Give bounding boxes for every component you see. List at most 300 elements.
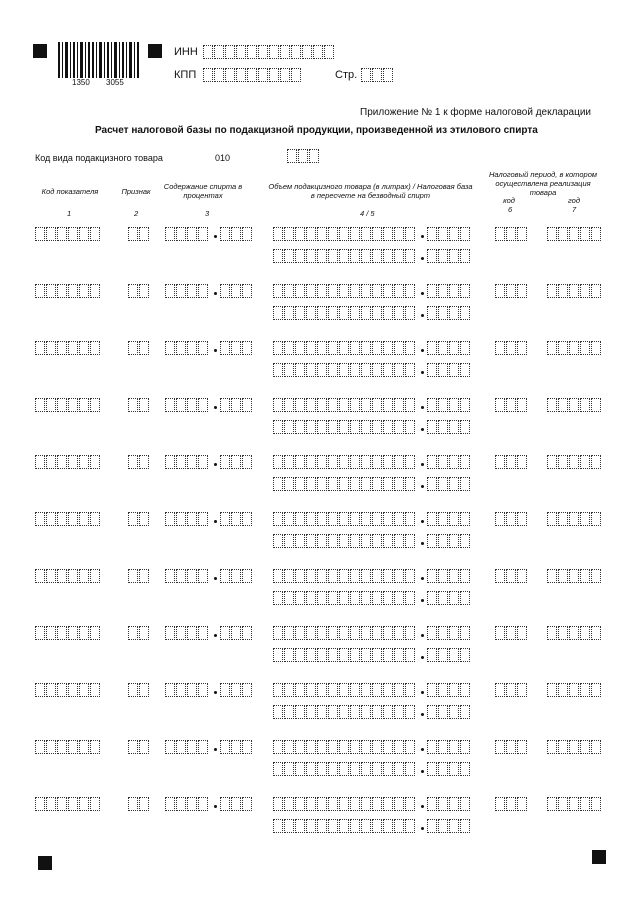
char-cell[interactable]: [328, 819, 338, 833]
char-cell[interactable]: [569, 740, 579, 754]
char-cell[interactable]: [46, 227, 56, 241]
char-cell[interactable]: [580, 341, 590, 355]
period-code-field[interactable]: [495, 398, 528, 412]
char-cell[interactable]: [383, 569, 393, 583]
char-cell[interactable]: [569, 797, 579, 811]
char-cell[interactable]: [284, 284, 294, 298]
char-cell[interactable]: [79, 398, 89, 412]
tax-base-integer-field[interactable]: [273, 306, 416, 320]
char-cell[interactable]: [295, 341, 305, 355]
char-cell[interactable]: [547, 512, 557, 526]
char-cell[interactable]: [287, 149, 297, 163]
char-cell[interactable]: [506, 740, 516, 754]
char-cell[interactable]: [394, 569, 404, 583]
char-cell[interactable]: [306, 284, 316, 298]
char-cell[interactable]: [506, 626, 516, 640]
char-cell[interactable]: [405, 534, 415, 548]
char-cell[interactable]: [394, 227, 404, 241]
char-cell[interactable]: [220, 455, 230, 469]
char-cell[interactable]: [79, 227, 89, 241]
char-cell[interactable]: [317, 591, 327, 605]
char-cell[interactable]: [220, 740, 230, 754]
char-cell[interactable]: [295, 306, 305, 320]
char-cell[interactable]: [350, 420, 360, 434]
char-cell[interactable]: [339, 477, 349, 491]
period-code-field[interactable]: [495, 341, 528, 355]
char-cell[interactable]: [273, 477, 283, 491]
sign-field[interactable]: [128, 797, 150, 811]
char-cell[interactable]: [176, 455, 186, 469]
char-cell[interactable]: [460, 648, 470, 662]
char-cell[interactable]: [309, 149, 319, 163]
char-cell[interactable]: [203, 45, 213, 59]
char-cell[interactable]: [79, 455, 89, 469]
alcohol-content-fraction-field[interactable]: [220, 227, 253, 241]
char-cell[interactable]: [547, 740, 557, 754]
char-cell[interactable]: [339, 591, 349, 605]
char-cell[interactable]: [231, 512, 241, 526]
char-cell[interactable]: [242, 569, 252, 583]
char-cell[interactable]: [383, 227, 393, 241]
period-year-field[interactable]: [547, 569, 602, 583]
char-cell[interactable]: [306, 569, 316, 583]
page-field[interactable]: [361, 68, 394, 82]
char-cell[interactable]: [350, 306, 360, 320]
char-cell[interactable]: [383, 341, 393, 355]
char-cell[interactable]: [284, 341, 294, 355]
tax-base-fraction-field[interactable]: [427, 762, 471, 776]
char-cell[interactable]: [495, 569, 505, 583]
char-cell[interactable]: [372, 420, 382, 434]
tax-base-integer-field[interactable]: [273, 477, 416, 491]
char-cell[interactable]: [495, 512, 505, 526]
char-cell[interactable]: [460, 284, 470, 298]
char-cell[interactable]: [361, 648, 371, 662]
char-cell[interactable]: [328, 363, 338, 377]
char-cell[interactable]: [517, 227, 527, 241]
volume-fraction-field[interactable]: [427, 740, 471, 754]
char-cell[interactable]: [176, 512, 186, 526]
tax-base-integer-field[interactable]: [273, 363, 416, 377]
char-cell[interactable]: [460, 762, 470, 776]
char-cell[interactable]: [580, 740, 590, 754]
char-cell[interactable]: [449, 227, 459, 241]
char-cell[interactable]: [394, 534, 404, 548]
alcohol-content-fraction-field[interactable]: [220, 284, 253, 298]
tax-base-fraction-field[interactable]: [427, 819, 471, 833]
char-cell[interactable]: [427, 740, 437, 754]
char-cell[interactable]: [495, 797, 505, 811]
char-cell[interactable]: [339, 341, 349, 355]
char-cell[interactable]: [449, 341, 459, 355]
char-cell[interactable]: [569, 284, 579, 298]
char-cell[interactable]: [139, 284, 149, 298]
tax-base-fraction-field[interactable]: [427, 306, 471, 320]
char-cell[interactable]: [372, 398, 382, 412]
char-cell[interactable]: [372, 569, 382, 583]
char-cell[interactable]: [460, 455, 470, 469]
char-cell[interactable]: [79, 797, 89, 811]
sign-field[interactable]: [128, 740, 150, 754]
char-cell[interactable]: [438, 797, 448, 811]
char-cell[interactable]: [203, 68, 213, 82]
char-cell[interactable]: [372, 626, 382, 640]
char-cell[interactable]: [284, 683, 294, 697]
char-cell[interactable]: [35, 227, 45, 241]
volume-integer-field[interactable]: [273, 341, 416, 355]
char-cell[interactable]: [427, 569, 437, 583]
char-cell[interactable]: [506, 569, 516, 583]
alcohol-content-integer-field[interactable]: [165, 455, 209, 469]
char-cell[interactable]: [460, 740, 470, 754]
char-cell[interactable]: [427, 363, 437, 377]
char-cell[interactable]: [460, 626, 470, 640]
char-cell[interactable]: [427, 762, 437, 776]
char-cell[interactable]: [57, 284, 67, 298]
char-cell[interactable]: [328, 648, 338, 662]
char-cell[interactable]: [306, 512, 316, 526]
char-cell[interactable]: [57, 569, 67, 583]
char-cell[interactable]: [295, 705, 305, 719]
char-cell[interactable]: [361, 512, 371, 526]
char-cell[interactable]: [187, 512, 197, 526]
char-cell[interactable]: [427, 626, 437, 640]
char-cell[interactable]: [394, 797, 404, 811]
indicator-code-field[interactable]: [35, 512, 101, 526]
char-cell[interactable]: [273, 249, 283, 263]
alcohol-content-fraction-field[interactable]: [220, 455, 253, 469]
char-cell[interactable]: [405, 626, 415, 640]
alcohol-content-integer-field[interactable]: [165, 569, 209, 583]
char-cell[interactable]: [350, 740, 360, 754]
char-cell[interactable]: [591, 626, 601, 640]
char-cell[interactable]: [427, 249, 437, 263]
char-cell[interactable]: [295, 455, 305, 469]
char-cell[interactable]: [547, 797, 557, 811]
char-cell[interactable]: [394, 477, 404, 491]
char-cell[interactable]: [569, 227, 579, 241]
char-cell[interactable]: [394, 420, 404, 434]
char-cell[interactable]: [506, 227, 516, 241]
char-cell[interactable]: [361, 363, 371, 377]
char-cell[interactable]: [306, 398, 316, 412]
char-cell[interactable]: [220, 512, 230, 526]
char-cell[interactable]: [128, 512, 138, 526]
char-cell[interactable]: [242, 740, 252, 754]
char-cell[interactable]: [306, 306, 316, 320]
char-cell[interactable]: [328, 797, 338, 811]
char-cell[interactable]: [339, 648, 349, 662]
char-cell[interactable]: [558, 797, 568, 811]
char-cell[interactable]: [187, 683, 197, 697]
char-cell[interactable]: [449, 683, 459, 697]
char-cell[interactable]: [460, 797, 470, 811]
alcohol-content-integer-field[interactable]: [165, 626, 209, 640]
char-cell[interactable]: [383, 797, 393, 811]
char-cell[interactable]: [128, 398, 138, 412]
char-cell[interactable]: [517, 512, 527, 526]
char-cell[interactable]: [438, 648, 448, 662]
volume-fraction-field[interactable]: [427, 626, 471, 640]
char-cell[interactable]: [372, 740, 382, 754]
char-cell[interactable]: [328, 284, 338, 298]
char-cell[interactable]: [394, 512, 404, 526]
volume-fraction-field[interactable]: [427, 284, 471, 298]
char-cell[interactable]: [383, 363, 393, 377]
char-cell[interactable]: [295, 591, 305, 605]
alcohol-content-integer-field[interactable]: [165, 797, 209, 811]
char-cell[interactable]: [383, 68, 393, 82]
char-cell[interactable]: [317, 512, 327, 526]
period-code-field[interactable]: [495, 626, 528, 640]
char-cell[interactable]: [361, 591, 371, 605]
char-cell[interactable]: [372, 477, 382, 491]
char-cell[interactable]: [405, 648, 415, 662]
char-cell[interactable]: [165, 740, 175, 754]
char-cell[interactable]: [517, 626, 527, 640]
char-cell[interactable]: [317, 762, 327, 776]
alcohol-content-fraction-field[interactable]: [220, 398, 253, 412]
char-cell[interactable]: [372, 705, 382, 719]
char-cell[interactable]: [139, 227, 149, 241]
char-cell[interactable]: [350, 705, 360, 719]
char-cell[interactable]: [438, 306, 448, 320]
char-cell[interactable]: [284, 363, 294, 377]
char-cell[interactable]: [198, 227, 208, 241]
char-cell[interactable]: [79, 284, 89, 298]
char-cell[interactable]: [361, 477, 371, 491]
char-cell[interactable]: [273, 626, 283, 640]
char-cell[interactable]: [361, 569, 371, 583]
tax-base-fraction-field[interactable]: [427, 477, 471, 491]
char-cell[interactable]: [361, 626, 371, 640]
char-cell[interactable]: [438, 420, 448, 434]
char-cell[interactable]: [495, 740, 505, 754]
char-cell[interactable]: [506, 284, 516, 298]
char-cell[interactable]: [57, 398, 67, 412]
char-cell[interactable]: [517, 398, 527, 412]
char-cell[interactable]: [449, 705, 459, 719]
char-cell[interactable]: [449, 534, 459, 548]
char-cell[interactable]: [284, 740, 294, 754]
char-cell[interactable]: [460, 591, 470, 605]
char-cell[interactable]: [372, 648, 382, 662]
char-cell[interactable]: [35, 797, 45, 811]
sign-field[interactable]: [128, 284, 150, 298]
char-cell[interactable]: [165, 512, 175, 526]
char-cell[interactable]: [394, 762, 404, 776]
char-cell[interactable]: [339, 227, 349, 241]
char-cell[interactable]: [328, 306, 338, 320]
char-cell[interactable]: [517, 797, 527, 811]
char-cell[interactable]: [68, 626, 78, 640]
period-code-field[interactable]: [495, 740, 528, 754]
char-cell[interactable]: [569, 683, 579, 697]
tax-base-integer-field[interactable]: [273, 534, 416, 548]
char-cell[interactable]: [547, 626, 557, 640]
period-year-field[interactable]: [547, 455, 602, 469]
volume-integer-field[interactable]: [273, 284, 416, 298]
char-cell[interactable]: [438, 683, 448, 697]
char-cell[interactable]: [35, 341, 45, 355]
char-cell[interactable]: [165, 341, 175, 355]
char-cell[interactable]: [383, 284, 393, 298]
char-cell[interactable]: [220, 569, 230, 583]
char-cell[interactable]: [317, 648, 327, 662]
char-cell[interactable]: [495, 683, 505, 697]
indicator-code-field[interactable]: [35, 284, 101, 298]
char-cell[interactable]: [350, 512, 360, 526]
tax-base-integer-field[interactable]: [273, 705, 416, 719]
char-cell[interactable]: [558, 284, 568, 298]
char-cell[interactable]: [495, 455, 505, 469]
char-cell[interactable]: [57, 512, 67, 526]
char-cell[interactable]: [176, 683, 186, 697]
char-cell[interactable]: [460, 227, 470, 241]
char-cell[interactable]: [128, 626, 138, 640]
char-cell[interactable]: [328, 249, 338, 263]
char-cell[interactable]: [350, 341, 360, 355]
char-cell[interactable]: [438, 819, 448, 833]
char-cell[interactable]: [372, 249, 382, 263]
alcohol-content-fraction-field[interactable]: [220, 512, 253, 526]
char-cell[interactable]: [284, 455, 294, 469]
char-cell[interactable]: [449, 626, 459, 640]
char-cell[interactable]: [383, 819, 393, 833]
char-cell[interactable]: [517, 683, 527, 697]
period-year-field[interactable]: [547, 797, 602, 811]
char-cell[interactable]: [339, 284, 349, 298]
indicator-code-field[interactable]: [35, 683, 101, 697]
char-cell[interactable]: [438, 227, 448, 241]
char-cell[interactable]: [198, 284, 208, 298]
char-cell[interactable]: [372, 363, 382, 377]
char-cell[interactable]: [317, 284, 327, 298]
char-cell[interactable]: [317, 363, 327, 377]
char-cell[interactable]: [79, 683, 89, 697]
char-cell[interactable]: [517, 455, 527, 469]
alcohol-content-fraction-field[interactable]: [220, 626, 253, 640]
char-cell[interactable]: [198, 797, 208, 811]
char-cell[interactable]: [284, 705, 294, 719]
tax-base-fraction-field[interactable]: [427, 249, 471, 263]
char-cell[interactable]: [269, 45, 279, 59]
char-cell[interactable]: [139, 341, 149, 355]
char-cell[interactable]: [128, 740, 138, 754]
char-cell[interactable]: [460, 420, 470, 434]
char-cell[interactable]: [214, 45, 224, 59]
char-cell[interactable]: [427, 420, 437, 434]
char-cell[interactable]: [350, 398, 360, 412]
char-cell[interactable]: [242, 341, 252, 355]
char-cell[interactable]: [298, 149, 308, 163]
char-cell[interactable]: [79, 626, 89, 640]
char-cell[interactable]: [350, 591, 360, 605]
char-cell[interactable]: [225, 45, 235, 59]
char-cell[interactable]: [306, 762, 316, 776]
char-cell[interactable]: [383, 626, 393, 640]
char-cell[interactable]: [383, 477, 393, 491]
char-cell[interactable]: [128, 227, 138, 241]
char-cell[interactable]: [317, 341, 327, 355]
alcohol-content-fraction-field[interactable]: [220, 341, 253, 355]
char-cell[interactable]: [372, 534, 382, 548]
char-cell[interactable]: [176, 227, 186, 241]
tax-base-integer-field[interactable]: [273, 591, 416, 605]
char-cell[interactable]: [372, 512, 382, 526]
char-cell[interactable]: [372, 341, 382, 355]
period-year-field[interactable]: [547, 284, 602, 298]
char-cell[interactable]: [405, 705, 415, 719]
char-cell[interactable]: [495, 284, 505, 298]
char-cell[interactable]: [350, 284, 360, 298]
char-cell[interactable]: [394, 740, 404, 754]
char-cell[interactable]: [139, 569, 149, 583]
char-cell[interactable]: [449, 477, 459, 491]
period-year-field[interactable]: [547, 740, 602, 754]
char-cell[interactable]: [284, 797, 294, 811]
char-cell[interactable]: [580, 284, 590, 298]
char-cell[interactable]: [302, 45, 312, 59]
char-cell[interactable]: [405, 398, 415, 412]
char-cell[interactable]: [449, 455, 459, 469]
char-cell[interactable]: [405, 455, 415, 469]
char-cell[interactable]: [591, 227, 601, 241]
char-cell[interactable]: [306, 363, 316, 377]
char-cell[interactable]: [449, 648, 459, 662]
char-cell[interactable]: [313, 45, 323, 59]
char-cell[interactable]: [273, 740, 283, 754]
char-cell[interactable]: [295, 819, 305, 833]
char-cell[interactable]: [295, 398, 305, 412]
char-cell[interactable]: [591, 341, 601, 355]
tax-base-integer-field[interactable]: [273, 249, 416, 263]
char-cell[interactable]: [236, 45, 246, 59]
char-cell[interactable]: [372, 306, 382, 320]
volume-fraction-field[interactable]: [427, 455, 471, 469]
char-cell[interactable]: [427, 819, 437, 833]
char-cell[interactable]: [383, 648, 393, 662]
char-cell[interactable]: [372, 762, 382, 776]
char-cell[interactable]: [405, 683, 415, 697]
char-cell[interactable]: [361, 341, 371, 355]
char-cell[interactable]: [383, 683, 393, 697]
char-cell[interactable]: [558, 227, 568, 241]
char-cell[interactable]: [405, 420, 415, 434]
char-cell[interactable]: [350, 762, 360, 776]
char-cell[interactable]: [79, 569, 89, 583]
alcohol-content-integer-field[interactable]: [165, 341, 209, 355]
char-cell[interactable]: [57, 455, 67, 469]
tax-base-fraction-field[interactable]: [427, 705, 471, 719]
char-cell[interactable]: [68, 569, 78, 583]
char-cell[interactable]: [273, 591, 283, 605]
char-cell[interactable]: [46, 284, 56, 298]
char-cell[interactable]: [591, 569, 601, 583]
char-cell[interactable]: [361, 762, 371, 776]
char-cell[interactable]: [284, 762, 294, 776]
char-cell[interactable]: [460, 569, 470, 583]
char-cell[interactable]: [361, 284, 371, 298]
char-cell[interactable]: [427, 683, 437, 697]
char-cell[interactable]: [328, 705, 338, 719]
char-cell[interactable]: [273, 398, 283, 412]
char-cell[interactable]: [187, 455, 197, 469]
char-cell[interactable]: [438, 591, 448, 605]
char-cell[interactable]: [273, 705, 283, 719]
char-cell[interactable]: [220, 683, 230, 697]
char-cell[interactable]: [427, 797, 437, 811]
